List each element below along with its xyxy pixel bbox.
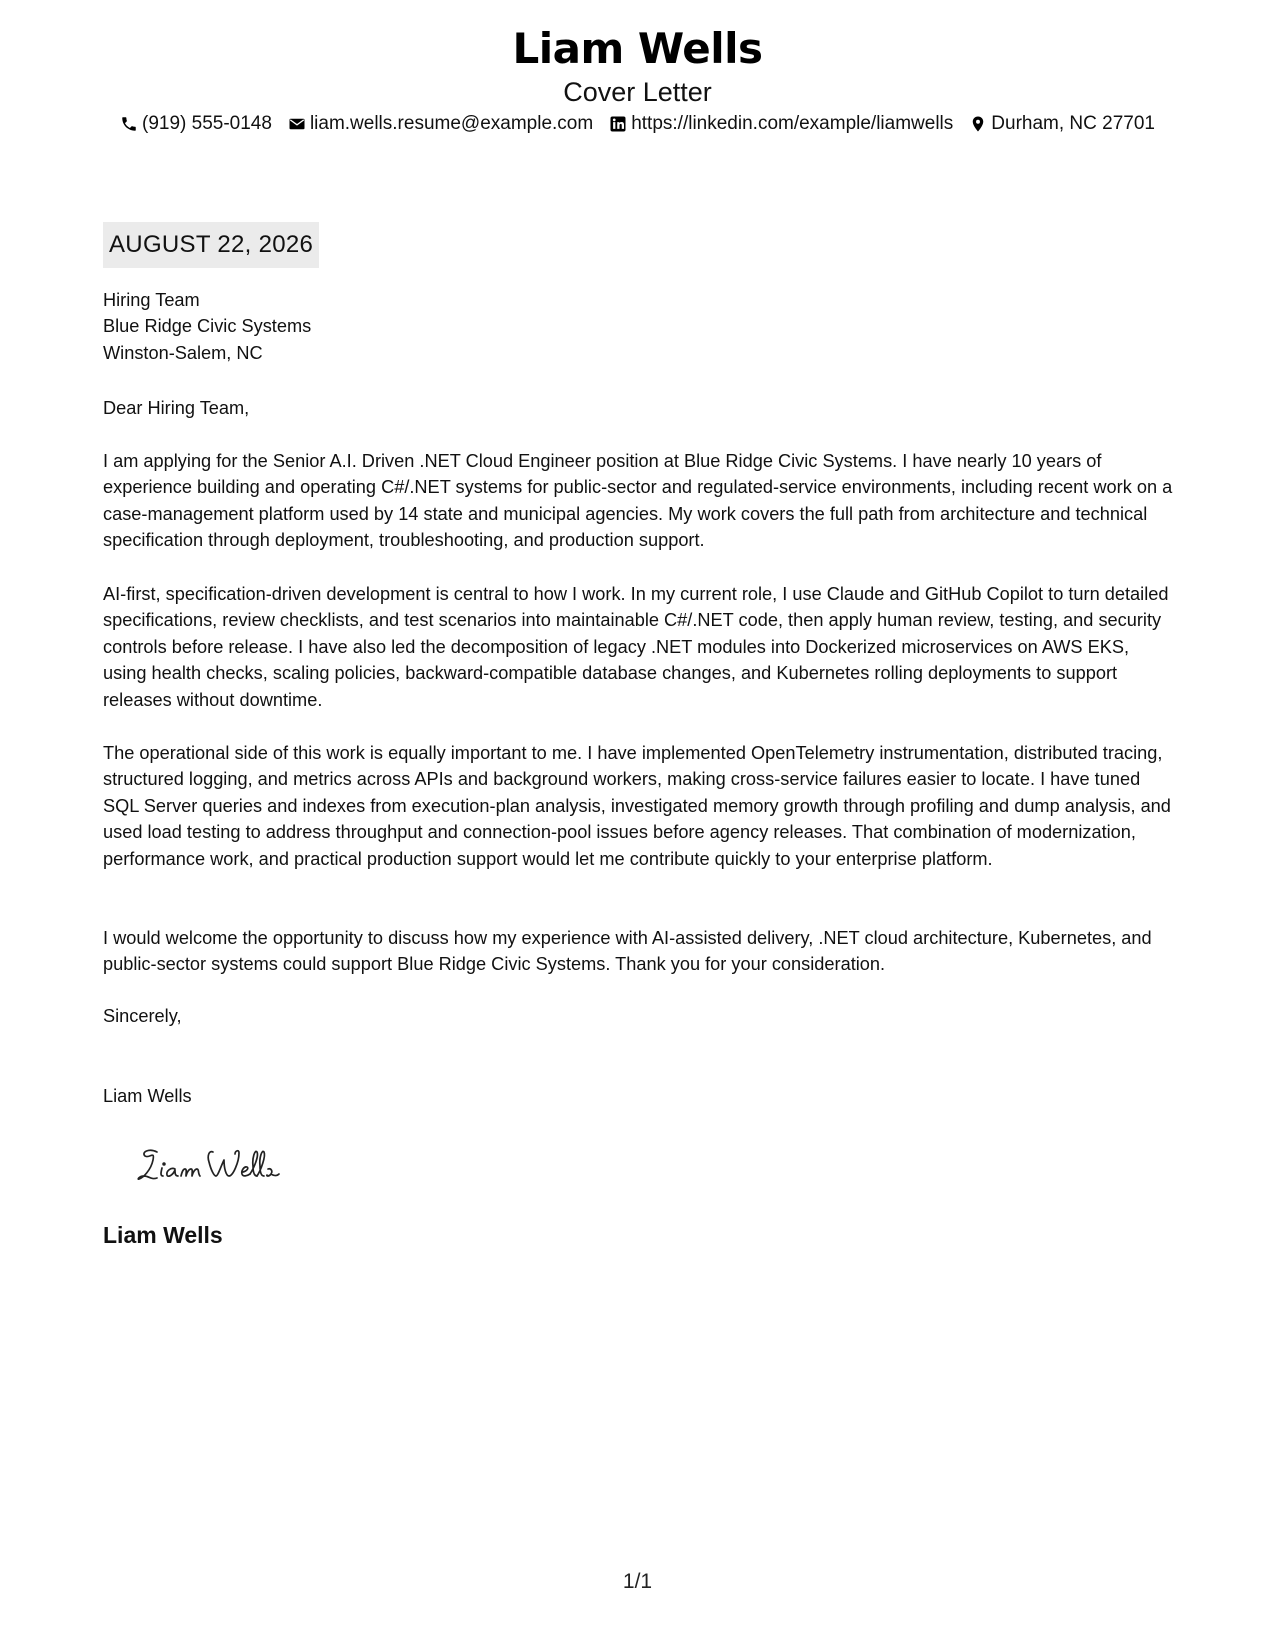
document-subtitle: Cover Letter	[563, 77, 712, 107]
typed-name: Liam Wells	[103, 1086, 192, 1106]
location-text: Durham, NC 27701	[991, 113, 1155, 134]
applicant-name: Liam Wells	[512, 24, 763, 73]
body-paragraph-1: I am applying for the Senior A.I. Driven .NET Cloud Engineer position at Blue Ridge Civic Systems. I have nearly 10 years of experience building and operating C#/.NET systems for public-sector and regulated-service environments, including recent work on a case-management platform used by 14 state and municipal agencies. My work covers the full path from architecture and technical specification through deployment, troubleshooting, and production support.	[103, 451, 1173, 551]
phone-number: (919) 555-0148	[142, 113, 272, 134]
recipient-company: Blue Ridge Civic Systems	[103, 316, 312, 337]
body-paragraph-4: I would welcome the opportunity to discuss how my experience with AI-assisted delivery, .NET cloud architecture, Kubernetes, and public-sector systems could support Blue Ridge Civic Systems. Thank you for your consideration.	[103, 928, 1152, 975]
contact-email[interactable]	[288, 112, 593, 136]
closing: Sincerely,	[103, 1006, 182, 1026]
page-number: 1/1	[622, 1570, 653, 1593]
contact-linkedin[interactable]	[609, 112, 953, 136]
linkedin-url[interactable]: https://linkedin.com/example/liamwells	[631, 113, 954, 134]
map-marker-icon	[969, 115, 987, 133]
linkedin-icon	[609, 115, 627, 133]
contact-location	[969, 112, 1155, 136]
recipient-address	[103, 287, 1173, 366]
recipient-line: Hiring Team	[103, 290, 200, 310]
signature-name: Liam Wells	[103, 1222, 223, 1248]
handwritten-signature	[135, 1138, 325, 1188]
email-address[interactable]: liam.wells.resume@example.com	[309, 113, 594, 134]
letter-header	[0, 22, 1275, 108]
recipient-location: Winston-Salem, NC	[103, 342, 263, 363]
body-paragraph-3: The operational side of this work is equally important to me. I have implemented OpenTelemetry instrumentation, distributed tracing, structured logging, and metrics across APIs and background workers, making cross-service failures easier to locate. I have tuned SQL Server queries and indexes from execution-plan analysis, investigated memory growth through profiling and dump analysis, and used load testing to address throughput and connection-pool issues before agency releases. That combination of modernization, performance work, and practical production support would let me contribute quickly to your enterprise platform.	[103, 743, 1171, 869]
salutation: Dear Hiring Team,	[103, 398, 250, 418]
letter-date: AUGUST 22, 2026	[103, 222, 319, 268]
contact-bar	[0, 112, 1275, 136]
phone-icon	[120, 115, 138, 133]
envelope-icon	[288, 115, 306, 133]
body-paragraph-2: AI-first, specification-driven development is central to how I work. In my current role, I use Claude and GitHub Copilot to turn detailed specifications, review checklists, and test scenarios into maintainable C#/.NET code, then apply human review, testing, and security controls before release. I have also led the decomposition of legacy .NET modules into Dockerized microservices on AWS EKS, using health checks, scaling policies, backward-compatible database changes, and Kubernetes rolling deployments to support releases without downtime.	[103, 584, 1169, 710]
contact-phone	[120, 112, 272, 136]
